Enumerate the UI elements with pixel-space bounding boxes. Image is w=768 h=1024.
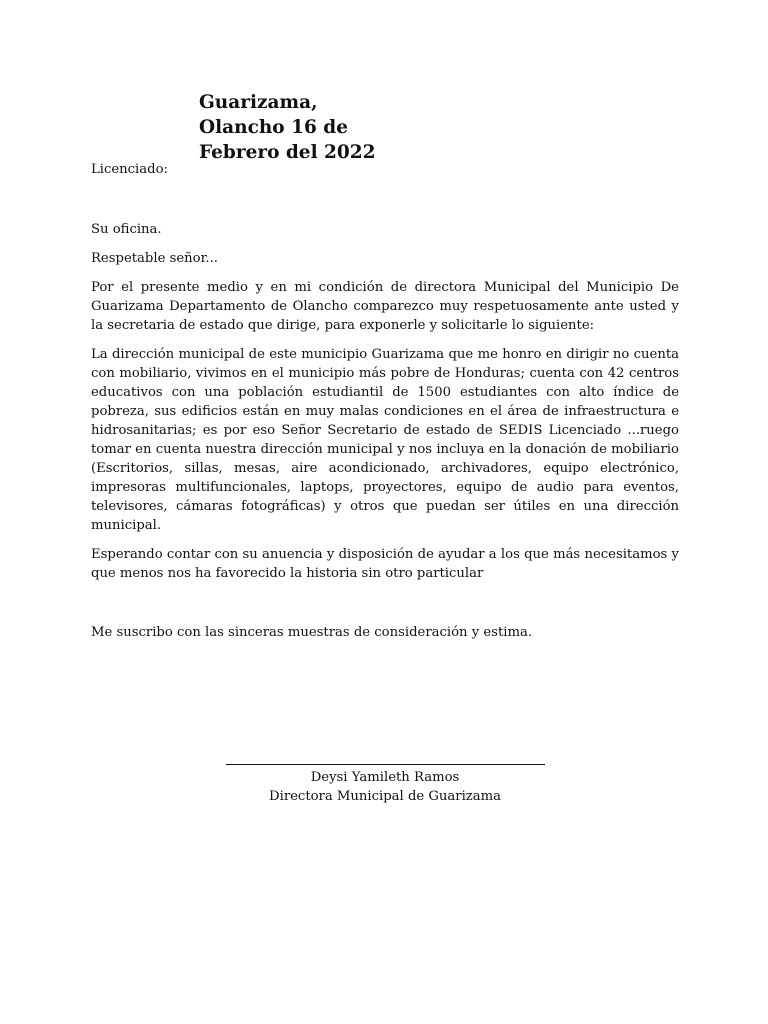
paragraph-request: La dirección municipal de este municipio Guarizama que me honro en dirigir no cuenta con mobiliario, vivimos en el municipio más pobre de Honduras; cuenta con 42 centros educativos con una población estudiantil de 1500 estudiantes con alto índice de pobreza, sus edificios están en muy malas condiciones en el área de infraestructura e hidrosanitarias; es por eso Señor Secretario de estado de SEDIS Licenciado ...ruego tomar en cuenta nuestra dirección municipal y nos incluya en la donación de mobiliario (Escritorios, sillas, mesas, aire acondicionado, archivadores, equipo electrónico, impresoras multifuncionales, laptops, proyectores, equipo de audio para eventos, televisores, cámaras fotográficas) y otros que puedan ser útiles en una dirección municipal. [91, 347, 679, 533]
signature-title: Directora Municipal de Guarizama [269, 789, 501, 804]
signature-block [225, 764, 545, 806]
office-line: Su oficina. [91, 222, 162, 237]
date-line-1: Guarizama, [199, 92, 318, 113]
paragraph-intro: Por el presente medio y en mi condición de directora Municipal del Municipio De Guarizama Departamento de Olancho comparezco muy respetuosamente ante usted y la secretaria de estado que dirige, para exponerle y solicitarle lo siguiente: [91, 280, 679, 333]
spacer [91, 593, 679, 623]
greeting: Respetable señor... [91, 251, 218, 266]
closing: Me suscribo con las sinceras muestras de consideración y estima. [91, 625, 533, 640]
signature-name: Deysi Yamileth Ramos [310, 770, 460, 785]
paragraph-hope: Esperando contar con su anuencia y disposición de ayudar a los que más necesitamos y que menos nos ha favorecido la historia sin otro particular [91, 547, 679, 581]
date-line-2: Olancho 16 de [199, 117, 348, 138]
signature-line [226, 764, 545, 765]
letter-body [91, 220, 679, 652]
date-heading [199, 90, 399, 165]
addressee: Licenciado: [91, 162, 168, 177]
date-line-3: Febrero del 2022 [199, 142, 376, 163]
